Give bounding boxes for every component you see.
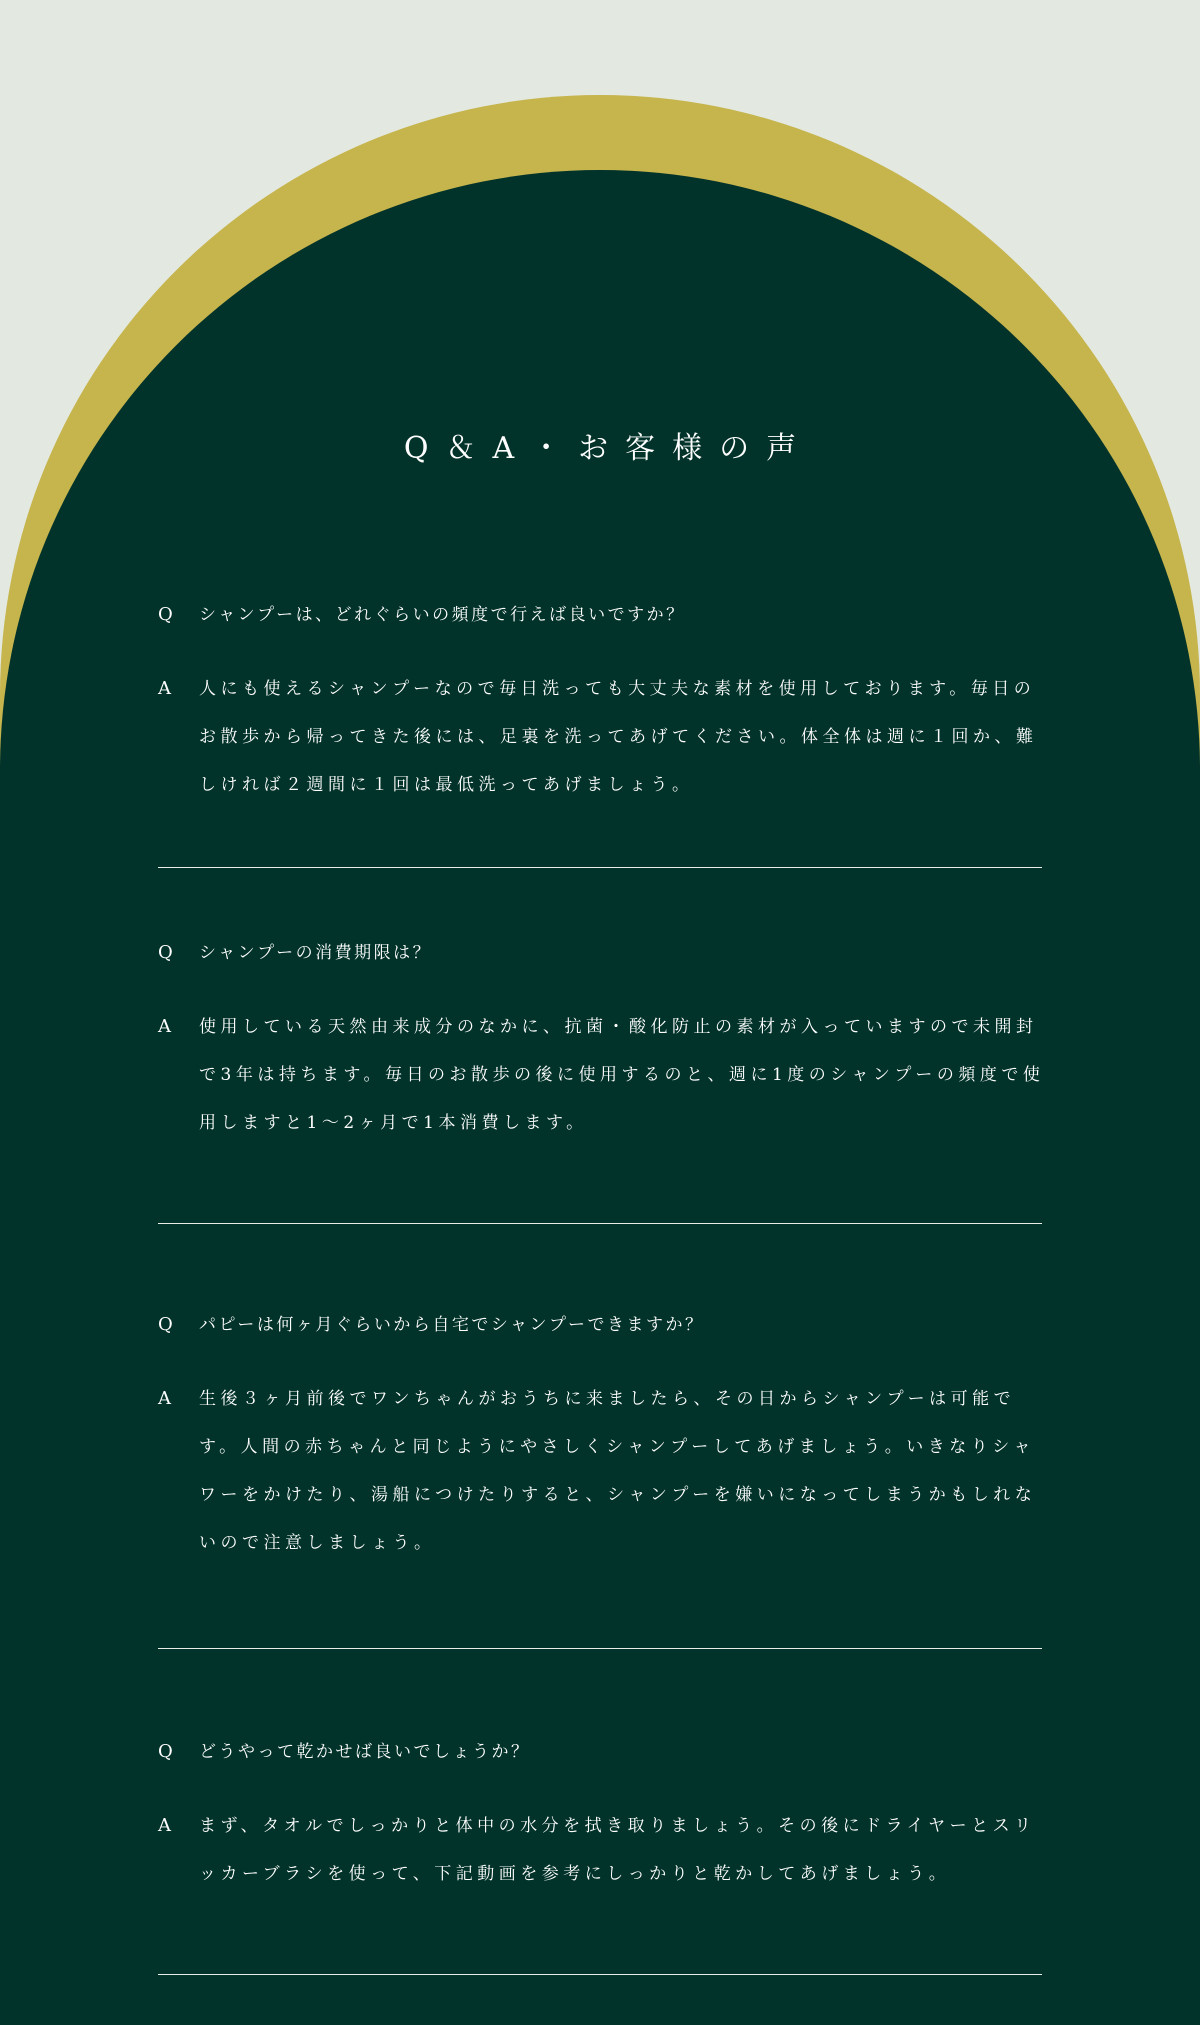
divider	[158, 867, 1042, 868]
divider	[158, 1648, 1042, 1649]
question-row	[158, 598, 1053, 632]
question-mark: Q	[158, 1314, 173, 1335]
question-row	[158, 1735, 1053, 1769]
qa-item	[158, 936, 1053, 1154]
answer-text: 生後３ヶ月前後でワンちゃんがおうちに来ましたら、その日からシャンプーは可能です。人間の赤ちゃんと同じようにやさしくシャンプーしてあげましょう。いきなりシャワーをかけたり、湯船につけたりすると、シャンプーを嫌いになってしまうかもしれないので注意しましょう。	[199, 1389, 1037, 1553]
answer-mark: A	[158, 1815, 171, 1836]
answer-mark: A	[158, 678, 171, 699]
answer-text: 人にも使えるシャンプーなので毎日洗っても大丈夫な素材を使用しております。毎日のお散歩から帰ってきた後には、足裏を洗ってあげてください。体全体は週に１回か、難しければ２週間に１回は最低洗ってあげましょう。	[199, 679, 1038, 795]
answer-text: 使用している天然由来成分のなかに、抗菌・酸化防止の素材が入っていますので未開封で3年は持ちます。毎日のお散歩の後に使用するのと、週に1度のシャンプーの頻度で使用しますと1〜2ヶ月で1本消費します。	[199, 1017, 1045, 1133]
question-row	[158, 936, 1053, 970]
question-text: パピーは何ヶ月ぐらいから自宅でシャンプーできますか？	[199, 1315, 705, 1335]
qa-item	[158, 1308, 1053, 1574]
divider	[158, 1223, 1042, 1224]
question-mark: Q	[158, 942, 173, 963]
answer-mark: A	[158, 1388, 171, 1409]
answer-row	[158, 1382, 1053, 1574]
question-text: シャンプーの消費期限は？	[199, 943, 433, 963]
divider	[158, 1974, 1042, 1975]
question-text: シャンプーは、どれぐらいの頻度で行えば良いですか？	[199, 605, 686, 625]
question-mark: Q	[158, 1741, 173, 1762]
answer-mark: A	[158, 1016, 171, 1037]
qa-item	[158, 1735, 1053, 1905]
answer-row	[158, 1809, 1053, 1905]
answer-row	[158, 1010, 1053, 1154]
question-mark: Q	[158, 604, 173, 625]
section-title: Q＆A・お客様の声	[403, 431, 814, 466]
answer-text: まず、タオルでしっかりと体中の水分を拭き取りましょう。その後にドライヤーとスリッカーブラシを使って、下記動画を参考にしっかりと乾かしてあげましょう。	[199, 1816, 1036, 1884]
answer-row	[158, 672, 1053, 816]
qa-item	[158, 598, 1053, 816]
question-row	[158, 1308, 1053, 1342]
question-text: どうやって乾かせば良いでしょうか？	[199, 1742, 531, 1762]
